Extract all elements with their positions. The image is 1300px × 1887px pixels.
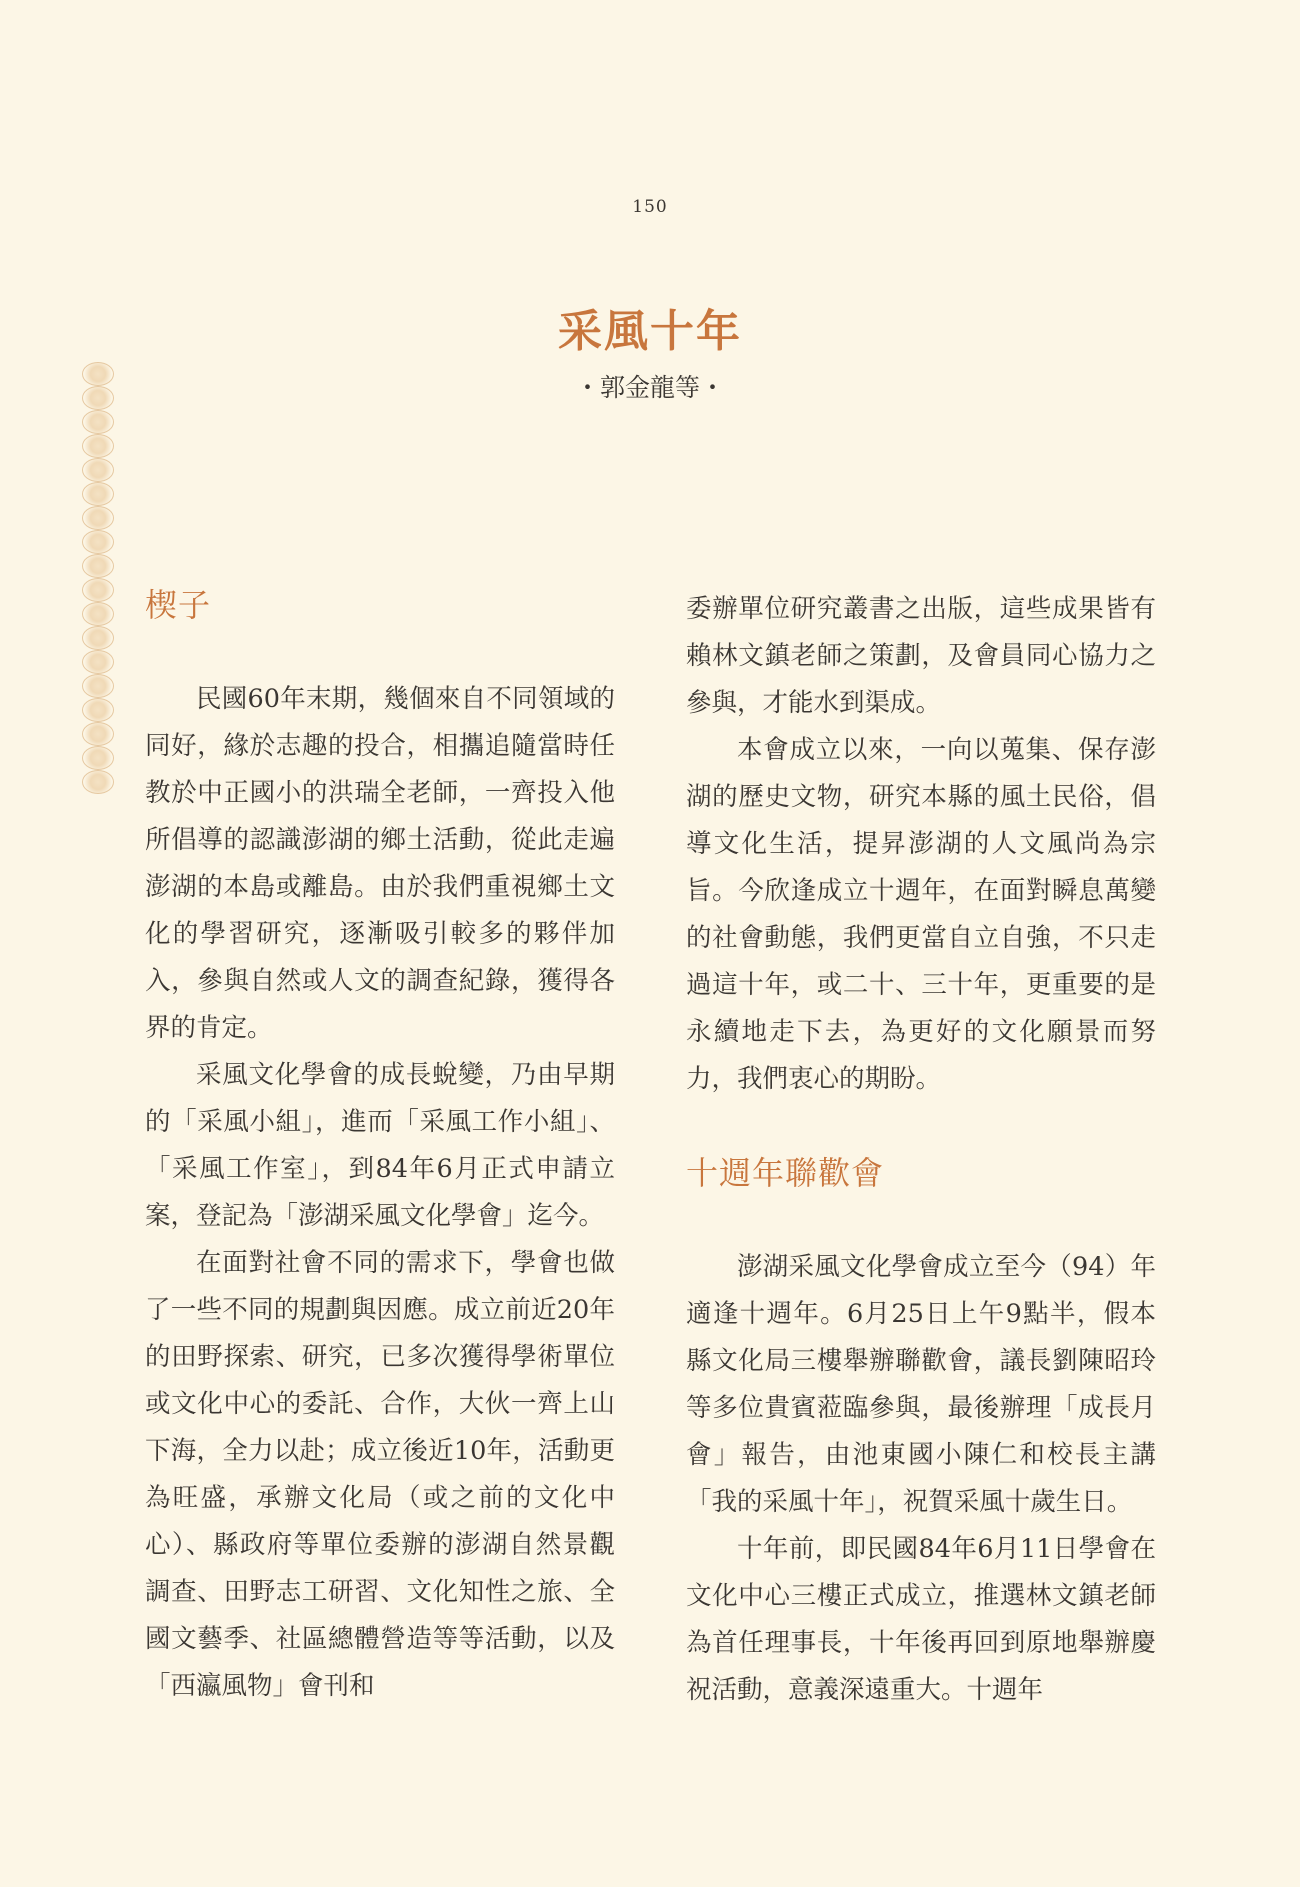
ornament-dot: [82, 554, 114, 578]
decorative-ornament: [80, 362, 116, 772]
paragraph: 民國60年末期，幾個來自不同領域的同好，緣於志趣的投合，相攜追隨當時任教於中正國小的洪瑞全老師，一齊投入他所倡導的認識澎湖的鄉土活動，從此走遍澎湖的本島或離島。由於我們重視鄉土文化的學習研究，逐漸吸引較多的夥伴加入，參與自然或人文的調查紀錄，獲得各界的肯定。: [145, 684, 615, 1043]
paragraph: 本會成立以來，一向以蒐集、保存澎湖的歷史文物，研究本縣的風土民俗，倡導文化生活，提昇澎湖的人文風尚為宗旨。今欣逢成立十週年，在面對瞬息萬變的社會動態，我們更當自立自強，不只走過這十年，或二十、三十年，更重要的是永續地走下去，為更好的文化願景而努力，我們衷心的期盼。: [686, 735, 1156, 1094]
ornament-dot: [82, 482, 114, 506]
ornament-dot: [82, 458, 114, 482]
section-heading-anniversary: 十週年聯歡會: [686, 1154, 885, 1192]
ornament-dot: [82, 722, 114, 746]
right-column: [686, 586, 1156, 1714]
ornament-dot: [82, 650, 114, 674]
paragraph: 采風文化學會的成長蛻變，乃由早期的「采風小組」，進而「采風工作小組」、「采風工作室」，到84年6月正式申請立案，登記為「澎湖采風文化學會」迄今。: [145, 1060, 615, 1231]
paragraph: 在面對社會不同的需求下，學會也做了一些不同的規劃與因應。成立前近20年的田野探索、研究，已多次獲得學術單位或文化中心的委託、合作，大伙一齊上山下海，全力以赴；成立後近10年，活動更為旺盛，承辦文化局（或之前的文化中心）、縣政府等單位委辦的澎湖自然景觀調查、田野志工研習、文化知性之旅、全國文藝季、社區總體營造等等活動，以及「西瀛風物」會刊和: [145, 1248, 615, 1701]
ornament-dot: [82, 530, 114, 554]
ornament-dot: [82, 674, 114, 698]
paragraph: 澎湖采風文化學會成立至今（94）年適逢十週年。6月25日上午9點半，假本縣文化局三樓舉辦聯歡會，議長劉陳昭玲等多位貴賓蒞臨參與，最後辦理「成長月會」報告，由池東國小陳仁和校長主講「我的采風十年」，祝賀采風十歲生日。: [686, 1252, 1156, 1517]
paragraph: 十年前，即民國84年6月11日學會在文化中心三樓正式成立，推選林文鎮老師為首任理事長，十年後再回到原地舉辦慶祝活動，意義深遠重大。十週年: [686, 1534, 1156, 1705]
ornament-dot: [82, 770, 114, 794]
article-title: 采風十年: [558, 306, 742, 358]
ornament-dot: [82, 362, 114, 386]
ornament-dot: [82, 746, 114, 770]
ornament-dot: [82, 434, 114, 458]
article-author: ・郭金龍等・: [574, 373, 725, 402]
ornament-dot: [82, 506, 114, 530]
paragraph-continuation: 委辦單位研究叢書之出版，這些成果皆有賴林文鎮老師之策劃，及會員同心協力之參與，才能水到渠成。: [686, 594, 1156, 718]
left-column: [145, 582, 615, 1710]
ornament-dot: [82, 698, 114, 722]
ornament-dot: [82, 626, 114, 650]
ornament-dot: [82, 410, 114, 434]
page-number: 150: [632, 197, 668, 217]
ornament-dot: [82, 602, 114, 626]
ornament-dot: [82, 386, 114, 410]
ornament-dot: [82, 578, 114, 602]
section-heading-prologue: 楔子: [145, 586, 212, 624]
